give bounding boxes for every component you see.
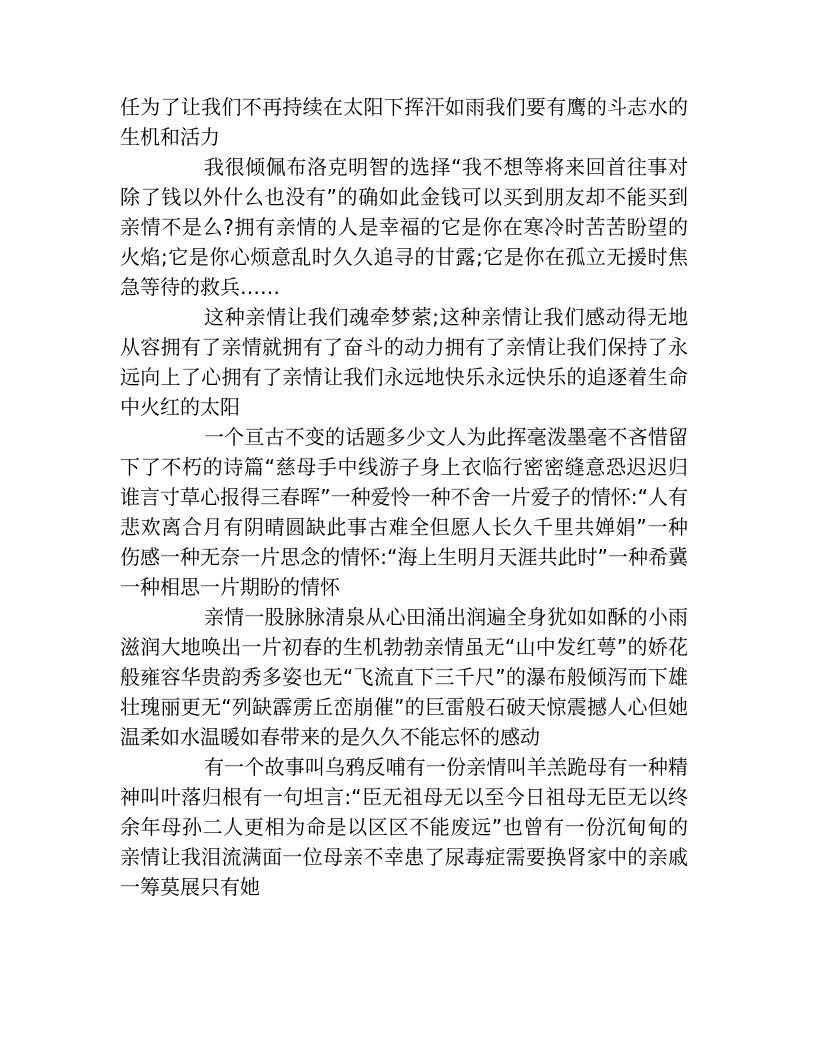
paragraph-money-and-family: 我很倾佩布洛克明智的选择“我不想等将来回首往事对除了钱以外什么也没有”的确如此金钱可以买到朋友却不能买到亲情不是么?拥有亲情的人是幸福的它是你在寒冷时苦苦盼望的火焰;它是你心烦意乱时久久追寻的甘露;它是你在孤立无援时焦急等待的救兵…… bbox=[120, 155, 688, 299]
paragraph-family-motivation: 这种亲情让我们魂牵梦萦;这种亲情让我们感动得无地从容拥有了亲情就拥有了奋斗的动力拥有了亲情让我们保持了永远向上了心拥有了亲情让我们永远地快乐永远快乐的追逐着生命中火红的太阳 bbox=[120, 305, 688, 419]
paragraph-continuation: 任为了让我们不再持续在太阳下挥汗如雨我们要有鹰的斗志水的生机和活力 bbox=[120, 95, 688, 149]
paragraph-stories: 有一个故事叫乌鸦反哺有一份亲情叫羊羔跪母有一种精神叫叶落归根有一句坦言:“臣无祖母无以至今日祖母无臣无以终余年母孙二人更相为命是以区区不能废远”也曾有一份沉甸甸的亲情让我泪流满面一位母亲不幸患了尿毒症需要换肾家中的亲戚一筹莫展只有她 bbox=[120, 755, 688, 899]
paragraph-poetry: 一个亘古不变的话题多少文人为此挥毫泼墨毫不吝惜留下了不朽的诗篇“慈母手中线游子身上衣临行密密缝意恐迟迟归谁言寸草心报得三春晖”一种爱怜一种不舍一片爱子的情怀:“人有悲欢离合月有阴晴圆缺此事古难全但愿人长久千里共婵娟”一种伤感一种无奈一片思念的情怀:“海上生明月天涯共此时”一种希冀一种相思一片期盼的情怀 bbox=[120, 425, 688, 599]
paragraph-family-spring: 亲情一股脉脉清泉从心田涌出润遍全身犹如如酥的小雨滋润大地唤出一片初春的生机勃勃亲情虽无“山中发红萼”的娇花般雍容华贵韵秀多姿也无“飞流直下三千尺”的瀑布般倾泻而下雄壮瑰丽更无“列缺霹雳丘峦崩催”的巨雷般石破天惊震撼人心但她温柔如水温暖如春带来的是久久不能忘怀的感动 bbox=[120, 605, 688, 749]
document-body bbox=[120, 92, 688, 902]
